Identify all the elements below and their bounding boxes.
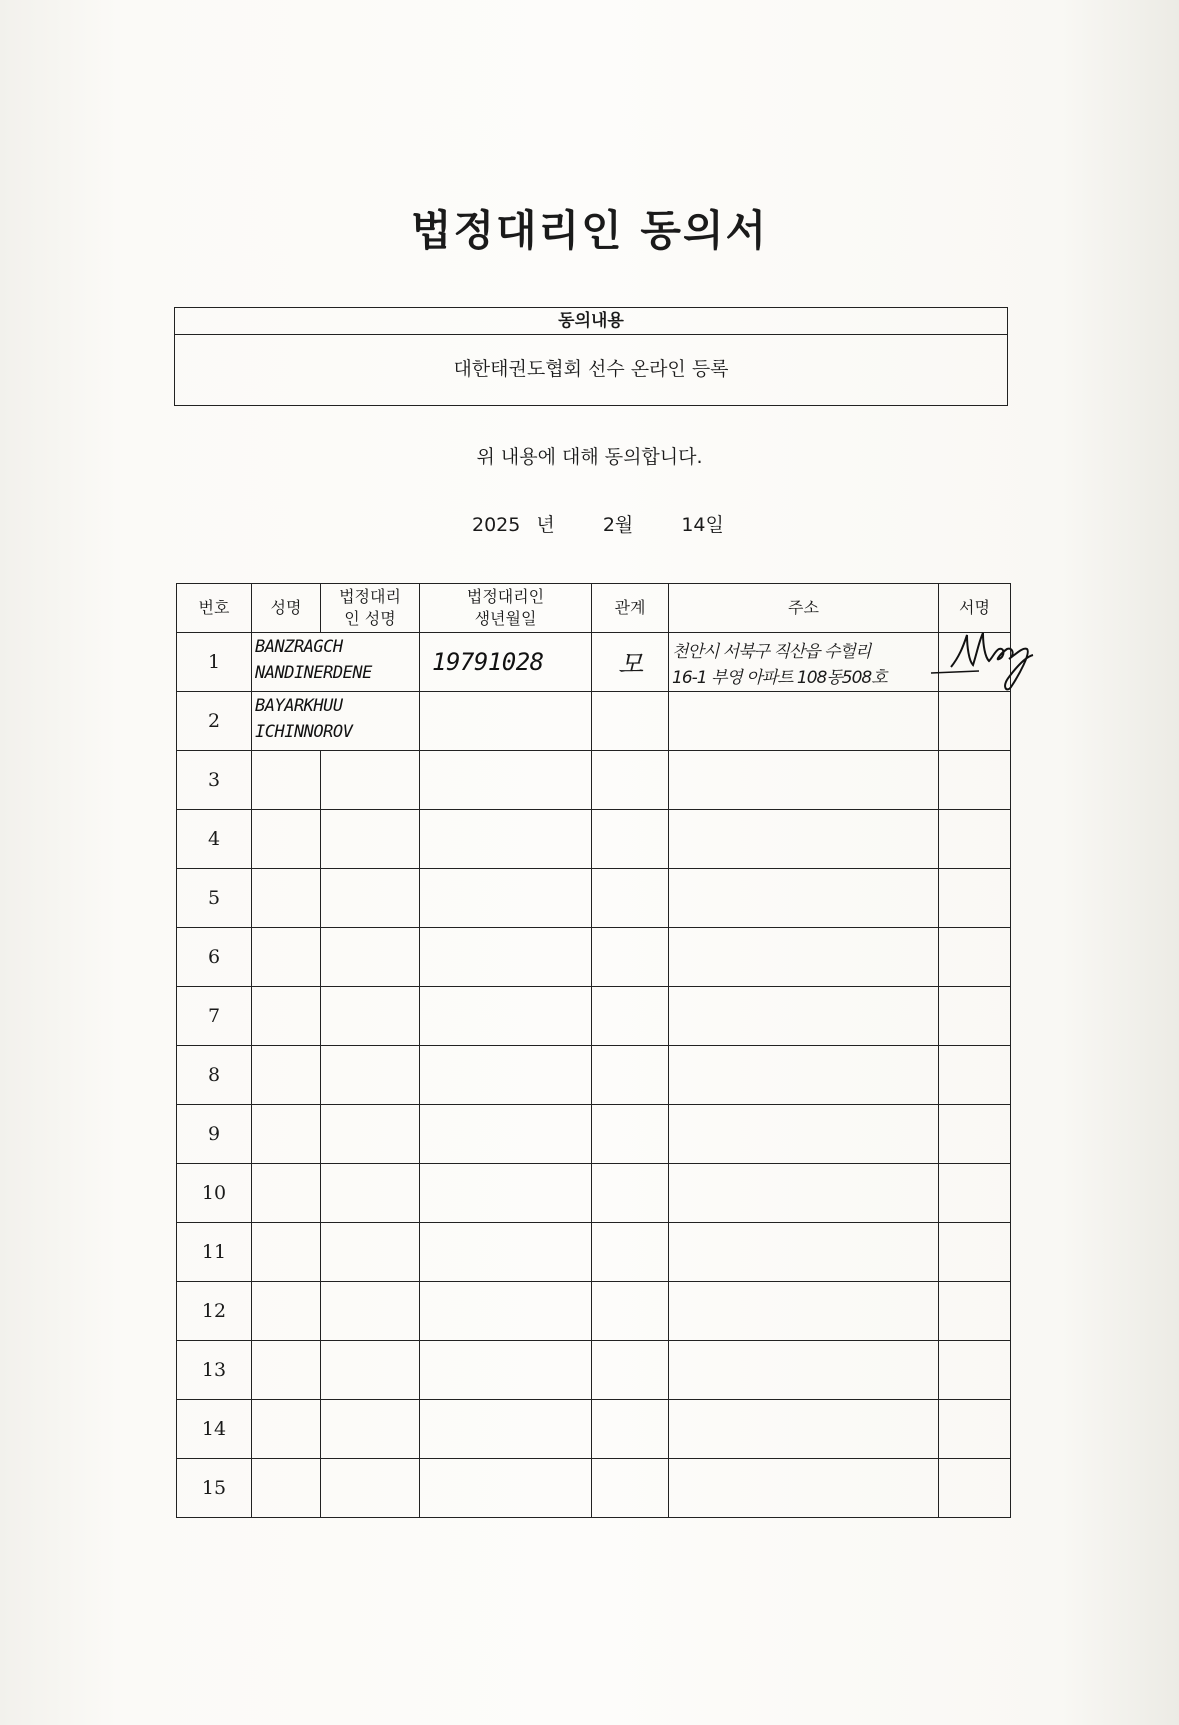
table-row — [177, 751, 1011, 810]
table-row — [177, 1223, 1011, 1282]
header-name: 성명 — [252, 584, 321, 633]
name-cell — [252, 633, 420, 692]
birth-cell — [420, 1223, 592, 1282]
row-number: 1 — [177, 633, 252, 692]
row-number: 5 — [177, 869, 252, 928]
birth-cell — [420, 1164, 592, 1223]
signature-cell — [939, 1046, 1011, 1105]
guardian-name-cell — [321, 1400, 420, 1459]
guardian-name-cell — [321, 751, 420, 810]
name-cell — [252, 869, 321, 928]
row-number: 11 — [177, 1223, 252, 1282]
birth-cell — [420, 1400, 592, 1459]
address-cell — [669, 1046, 939, 1105]
birth-cell — [420, 1282, 592, 1341]
signature-cell — [939, 751, 1011, 810]
name-cell — [252, 1046, 321, 1105]
table-row — [177, 987, 1011, 1046]
guardian-name-cell — [321, 1459, 420, 1518]
date-year-unit: 년 — [536, 514, 555, 536]
row-number: 2 — [177, 692, 252, 751]
date-year: 2025 — [472, 514, 521, 536]
name-line-2: ICHINNOROV — [255, 722, 353, 742]
consent-box — [174, 307, 1008, 406]
guardian-birth: 19791028 — [432, 648, 544, 676]
relation-cell — [592, 1046, 669, 1105]
relation-cell — [592, 1341, 669, 1400]
row-number: 9 — [177, 1105, 252, 1164]
birth-cell — [420, 928, 592, 987]
address-cell — [669, 987, 939, 1046]
row-number: 13 — [177, 1341, 252, 1400]
address-cell — [669, 633, 939, 692]
handwritten-signature — [949, 627, 1034, 697]
table-row — [177, 1105, 1011, 1164]
date-line — [472, 510, 724, 537]
name-cell — [252, 810, 321, 869]
header-relation: 관계 — [592, 584, 669, 633]
address-cell — [669, 1400, 939, 1459]
header-no: 번호 — [177, 584, 252, 633]
birth-cell — [420, 692, 592, 751]
address-cell — [669, 751, 939, 810]
signature-cell — [939, 810, 1011, 869]
signature-cell — [939, 869, 1011, 928]
relation-cell — [592, 1459, 669, 1518]
guardian-name-cell — [321, 1046, 420, 1105]
row-number: 3 — [177, 751, 252, 810]
name-cell — [252, 928, 321, 987]
address-cell — [669, 1105, 939, 1164]
table-header-row — [177, 584, 1011, 633]
signature-cell — [939, 1164, 1011, 1223]
agreement-statement: 위 내용에 대해 동의합니다. — [476, 446, 703, 468]
address-line-2: 16-1 부영 아파트 108동508호 — [672, 668, 887, 688]
relation-cell — [592, 810, 669, 869]
name-line-1: BAYARKHUU — [255, 696, 343, 716]
header-guardian-name: 법정대리인 성명 — [321, 584, 420, 633]
table-row — [177, 1341, 1011, 1400]
birth-cell — [420, 1046, 592, 1105]
header-guardian-birth: 법정대리인 생년월일 — [420, 584, 592, 633]
signature-cell — [939, 1223, 1011, 1282]
relation-cell — [592, 1223, 669, 1282]
address-cell — [669, 1341, 939, 1400]
address-cell — [669, 869, 939, 928]
row-number: 12 — [177, 1282, 252, 1341]
address-cell — [669, 1282, 939, 1341]
date-month: 2월 — [602, 514, 634, 536]
address-cell — [669, 1223, 939, 1282]
relation-cell — [592, 869, 669, 928]
relation-cell — [592, 751, 669, 810]
date-day: 14일 — [681, 514, 724, 536]
address-line-1: 천안시 서북구 직산읍 수헐리 — [672, 642, 871, 662]
header-address: 주소 — [669, 584, 939, 633]
guardian-name-cell — [321, 1164, 420, 1223]
table-row — [177, 928, 1011, 987]
row-number: 4 — [177, 810, 252, 869]
name-cell — [252, 1459, 321, 1518]
birth-cell — [420, 810, 592, 869]
name-cell — [252, 1341, 321, 1400]
table-row — [177, 810, 1011, 869]
document-title: 법정대리인 동의서 — [410, 206, 769, 255]
guardian-name-cell — [321, 1282, 420, 1341]
birth-cell — [420, 1341, 592, 1400]
address-cell — [669, 810, 939, 869]
name-cell — [252, 692, 420, 751]
relation-cell — [592, 987, 669, 1046]
guardian-relation: 모 — [617, 649, 643, 680]
guardian-table — [176, 583, 1011, 1518]
guardian-name-cell — [321, 810, 420, 869]
name-cell — [252, 751, 321, 810]
birth-cell — [420, 751, 592, 810]
table-row — [177, 1459, 1011, 1518]
signature-cell — [939, 987, 1011, 1046]
table-row — [177, 1400, 1011, 1459]
name-cell — [252, 1164, 321, 1223]
guardian-name-cell — [321, 987, 420, 1046]
signature-cell — [939, 1400, 1011, 1459]
name-cell — [252, 1400, 321, 1459]
signature-cell — [939, 1459, 1011, 1518]
relation-cell — [592, 1164, 669, 1223]
relation-cell — [592, 633, 669, 692]
guardian-name-cell — [321, 869, 420, 928]
relation-cell — [592, 692, 669, 751]
relation-cell — [592, 1400, 669, 1459]
consent-body: 대한태권도협회 선수 온라인 등록 — [453, 358, 729, 380]
relation-cell — [592, 1105, 669, 1164]
address-cell — [669, 1164, 939, 1223]
birth-cell — [420, 1459, 592, 1518]
guardian-name-cell — [321, 1105, 420, 1164]
signature-cell — [939, 1282, 1011, 1341]
table-row — [177, 1164, 1011, 1223]
signature-cell — [939, 1105, 1011, 1164]
guardian-name-cell — [321, 1341, 420, 1400]
row-number: 15 — [177, 1459, 252, 1518]
name-cell — [252, 987, 321, 1046]
header-signature: 서명 — [939, 584, 1011, 633]
guardian-name-cell — [321, 1223, 420, 1282]
name-cell — [252, 1223, 321, 1282]
table-row — [177, 1046, 1011, 1105]
signature-cell — [939, 633, 1011, 692]
guardian-name-cell — [321, 928, 420, 987]
birth-cell — [420, 987, 592, 1046]
relation-cell — [592, 928, 669, 987]
name-line-1: BANZRAGCH — [255, 637, 343, 657]
row-number: 10 — [177, 1164, 252, 1223]
row-number: 14 — [177, 1400, 252, 1459]
table-row — [177, 692, 1011, 751]
signature-cell — [939, 1341, 1011, 1400]
row-number: 8 — [177, 1046, 252, 1105]
name-line-2: NANDINERDENE — [255, 663, 372, 683]
signature-cell — [939, 928, 1011, 987]
consent-header: 동의내용 — [175, 308, 1007, 335]
address-cell — [669, 692, 939, 751]
birth-cell — [420, 633, 592, 692]
table-row — [177, 633, 1011, 692]
table-row — [177, 869, 1011, 928]
row-number: 6 — [177, 928, 252, 987]
address-cell — [669, 928, 939, 987]
name-cell — [252, 1282, 321, 1341]
row-number: 7 — [177, 987, 252, 1046]
name-cell — [252, 1105, 321, 1164]
birth-cell — [420, 869, 592, 928]
address-cell — [669, 1459, 939, 1518]
signature-cell — [939, 692, 1011, 751]
birth-cell — [420, 1105, 592, 1164]
table-row — [177, 1282, 1011, 1341]
relation-cell — [592, 1282, 669, 1341]
